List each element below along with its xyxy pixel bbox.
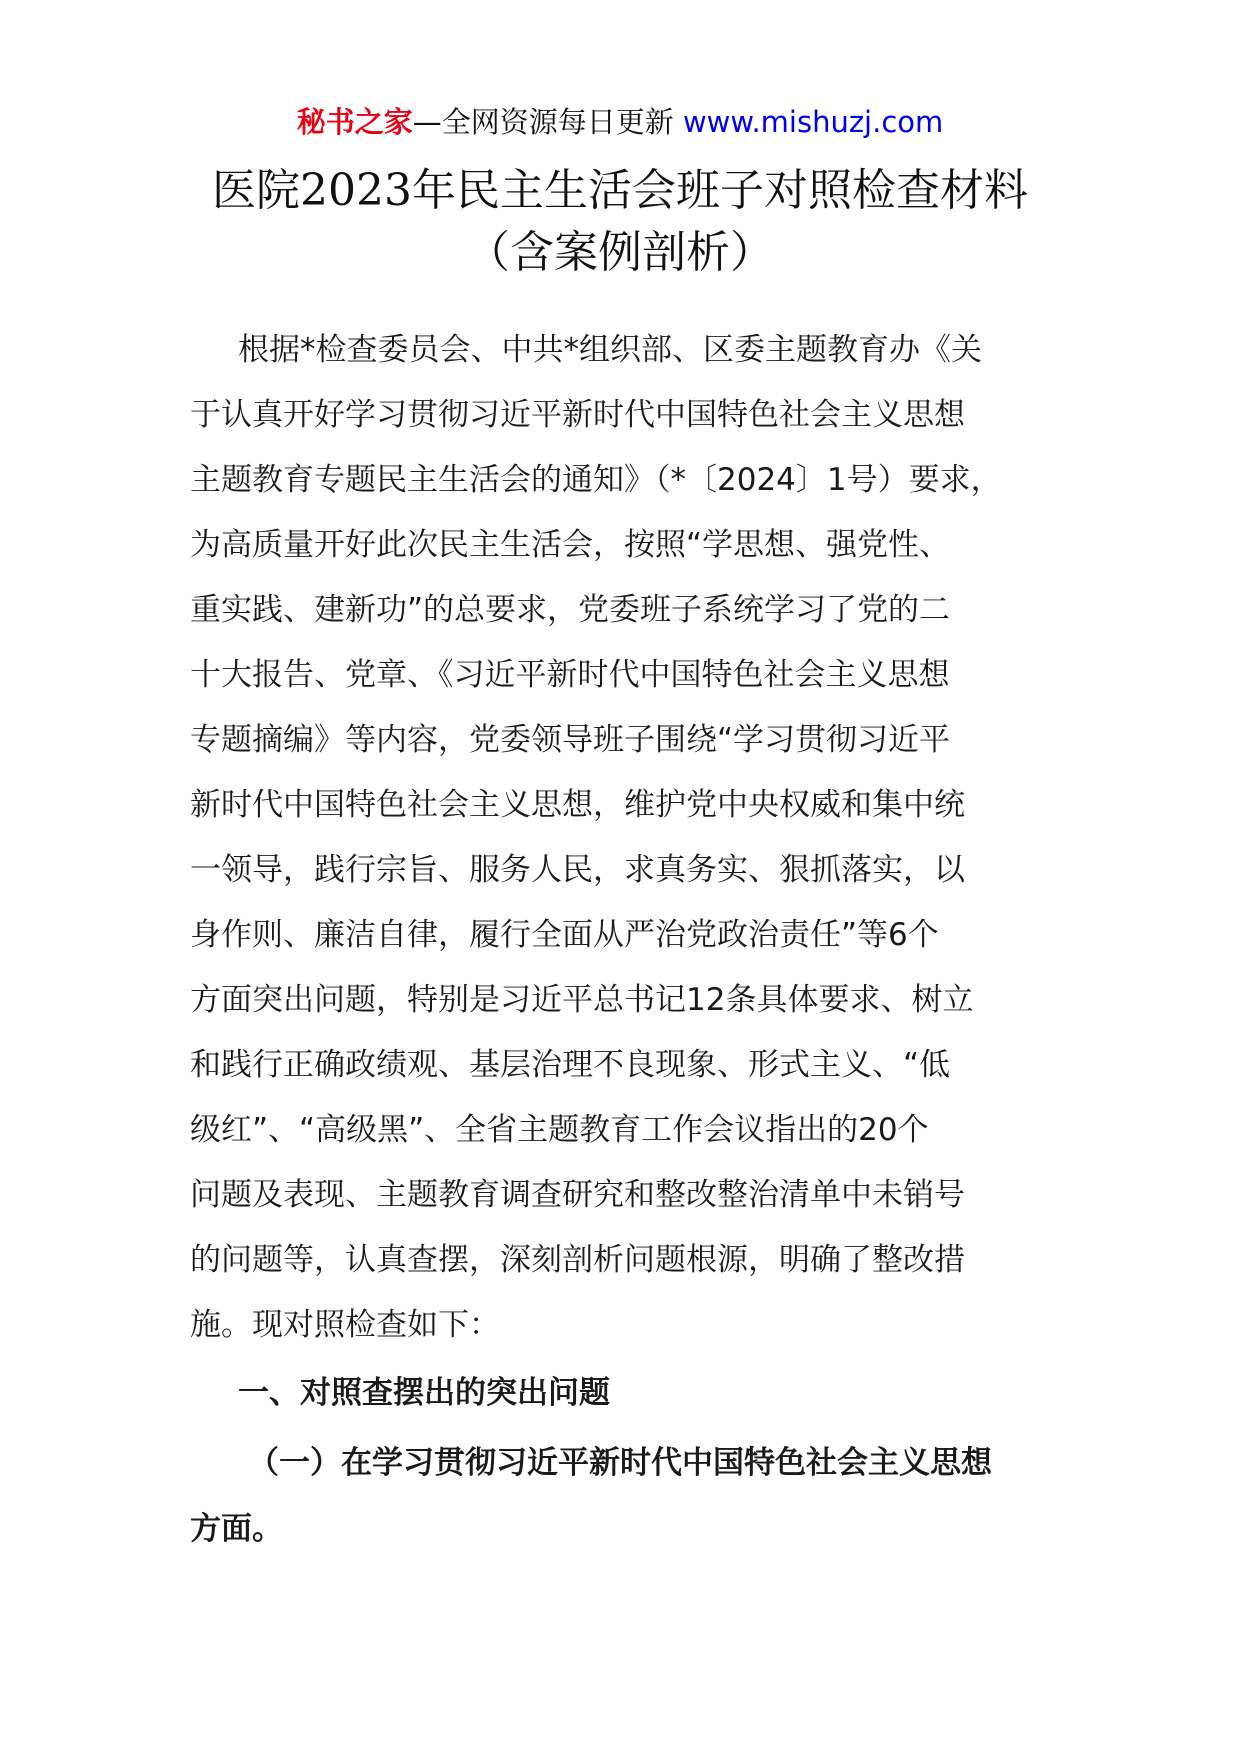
subsection-heading-1 — [190, 1430, 1070, 1562]
paragraph-line: 的问题等，认真查摆，深刻剖析问题根源，明确了整改措 — [190, 1242, 965, 1278]
site-header — [0, 102, 1240, 142]
paragraph-line: 十大报告、党章、《习近平新时代中国特色社会主义思想 — [190, 657, 950, 693]
section-heading-1: 一、对照查摆出的突出问题 — [238, 1375, 610, 1411]
paragraph-line: 主题教育专题民主生活会的通知》（*〔2024〕1号）要求， — [190, 462, 1002, 498]
paragraph-line: 方面突出问题，特别是习近平总书记12条具体要求、树立 — [190, 982, 974, 1018]
paragraph-line: 根据*检查委员会、中共*组织部、区委主题教育办《关 — [238, 332, 982, 368]
paragraph-line: 级红”、“高级黑”、全省主题教育工作会议指出的20个 — [190, 1112, 929, 1148]
document-title — [0, 160, 1240, 284]
paragraph-line: 一领导，践行宗旨、服务人民，求真务实、狠抓落实，以 — [190, 852, 965, 888]
paragraph-line: 重实践、建新功”的总要求，党委班子系统学习了党的二 — [190, 592, 951, 628]
subsection-heading-line-1: （一）在学习贯彻习近平新时代中国特色社会主义思想 — [248, 1445, 992, 1481]
title-line-2: （含案例剖析） — [466, 227, 774, 278]
paragraph-line: 为高质量开好此次民主生活会，按照“学思想、强党性、 — [190, 527, 951, 563]
paragraph-line: 身作则、廉洁自律，履行全面从严治党政治责任”等6个 — [190, 917, 939, 953]
subsection-heading-line-2: 方面。 — [190, 1511, 283, 1547]
paragraph-line: 于认真开好学习贯彻习近平新时代中国特色社会主义思想 — [190, 397, 965, 433]
site-url-link[interactable]: www.mishuzj.com — [682, 105, 944, 139]
title-line-1: 医院2023年民主生活会班子对照检查材料 — [212, 165, 1028, 216]
intro-paragraph — [190, 318, 1070, 1358]
site-tagline: —全网资源每日更新 — [412, 105, 683, 139]
paragraph-line: 新时代中国特色社会主义思想，维护党中央权威和集中统 — [190, 787, 965, 823]
brand-name: 秘书之家 — [296, 105, 413, 139]
paragraph-line: 专题摘编》等内容，党委领导班子围绕“学习贯彻习近平 — [190, 722, 951, 758]
paragraph-line: 施。现对照检查如下： — [190, 1307, 500, 1343]
paragraph-line: 问题及表现、主题教育调查研究和整改整治清单中未销号 — [190, 1177, 965, 1213]
paragraph-line: 和践行正确政绩观、基层治理不良现象、形式主义、“低 — [190, 1047, 951, 1083]
